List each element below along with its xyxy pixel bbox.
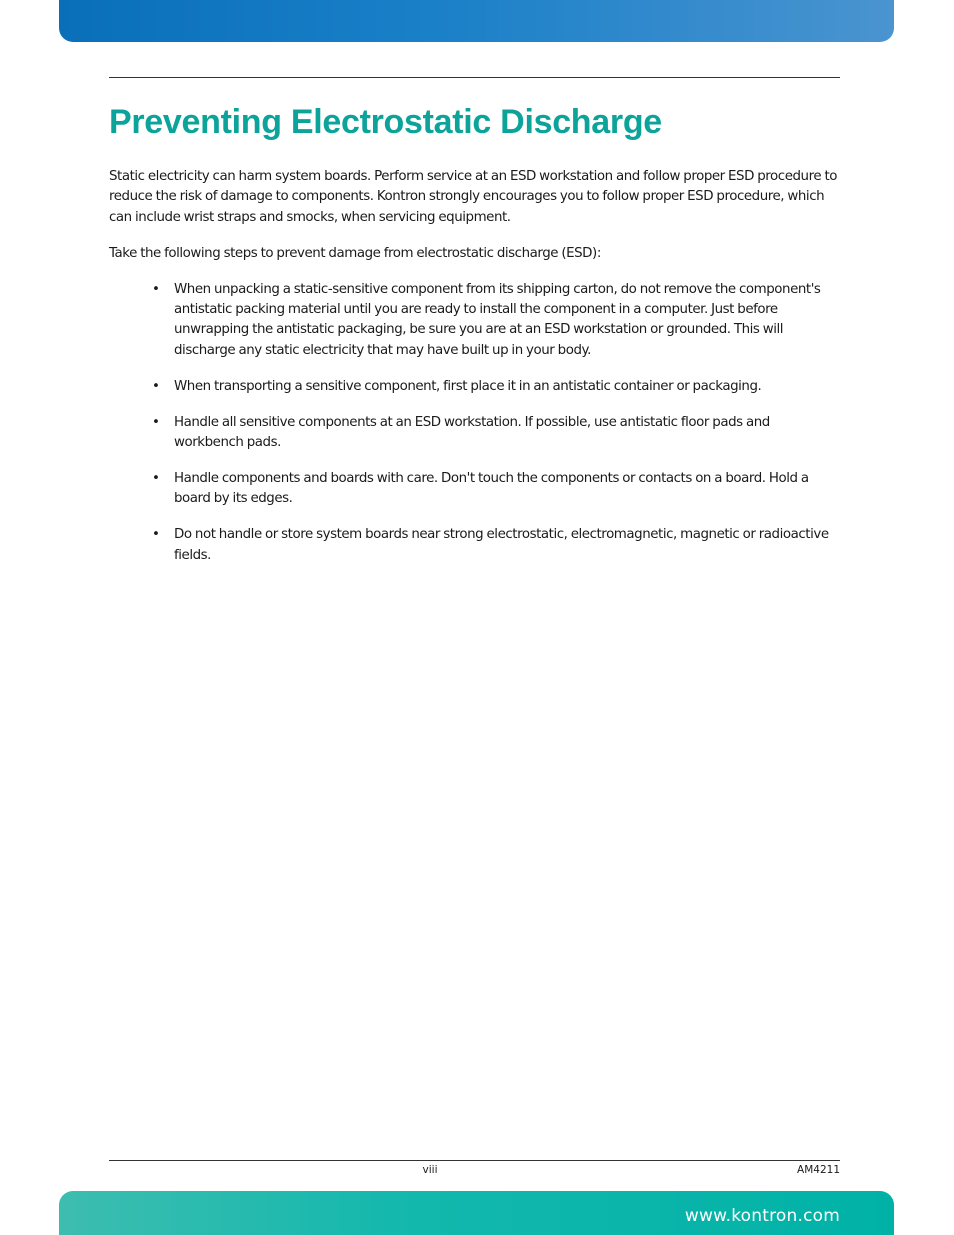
page-number: viii (422, 1164, 438, 1176)
list-item-text: When unpacking a static-sensitive component from its shipping carton, do not remove the component's antistatic packing material until you are ready to install the component in a computer. Just before unwrapping the antistatic packaging, be sure you are at an ESD workstation or grounded. This will discharge any static electricity that may have built up in your body. (174, 281, 821, 358)
bullet-icon: • (152, 470, 160, 486)
esd-steps-list (109, 280, 840, 566)
list-item-text: Handle all sensitive components at an ESD workstation. If possible, use antistatic floor pads and workbench pads. (174, 414, 770, 451)
main-content (109, 167, 840, 582)
header-banner (59, 0, 894, 42)
bullet-icon: • (152, 281, 160, 297)
header-divider (109, 77, 840, 78)
list-item (109, 280, 840, 362)
list-item (109, 525, 840, 566)
bullet-icon: • (152, 414, 160, 430)
bullet-icon: • (152, 378, 160, 394)
list-item-text: Do not handle or store system boards near strong electrostatic, electromagnetic, magnetic or radioactive fields. (174, 527, 829, 563)
list-item-text: When transporting a sensitive component, first place it in an antistatic container or packaging. (174, 378, 762, 394)
document-id: AM4211 (797, 1164, 840, 1176)
steps-intro-paragraph: Take the following steps to prevent damage from electrostatic discharge (ESD): (109, 245, 601, 261)
intro-paragraph: Static electricity can harm system boards. Perform service at an ESD workstation and follow proper ESD procedure to reduce the risk of damage to components. Kontron strongly encourages you to follow proper ESD procedure, which can include wrist straps and smocks, when servicing equipment. (109, 169, 837, 225)
bullet-icon: • (152, 527, 160, 543)
page-title: Preventing Electrostatic Discharge (109, 103, 662, 141)
website-link[interactable]: www.kontron.com (684, 1206, 840, 1226)
list-item (109, 469, 840, 510)
footer-divider (109, 1160, 840, 1161)
list-item (109, 377, 840, 397)
list-item-text: Handle components and boards with care. Don't touch the components or contacts on a board. Hold a board by its edges. (174, 470, 809, 507)
footer-banner (59, 1191, 894, 1235)
list-item (109, 413, 840, 454)
